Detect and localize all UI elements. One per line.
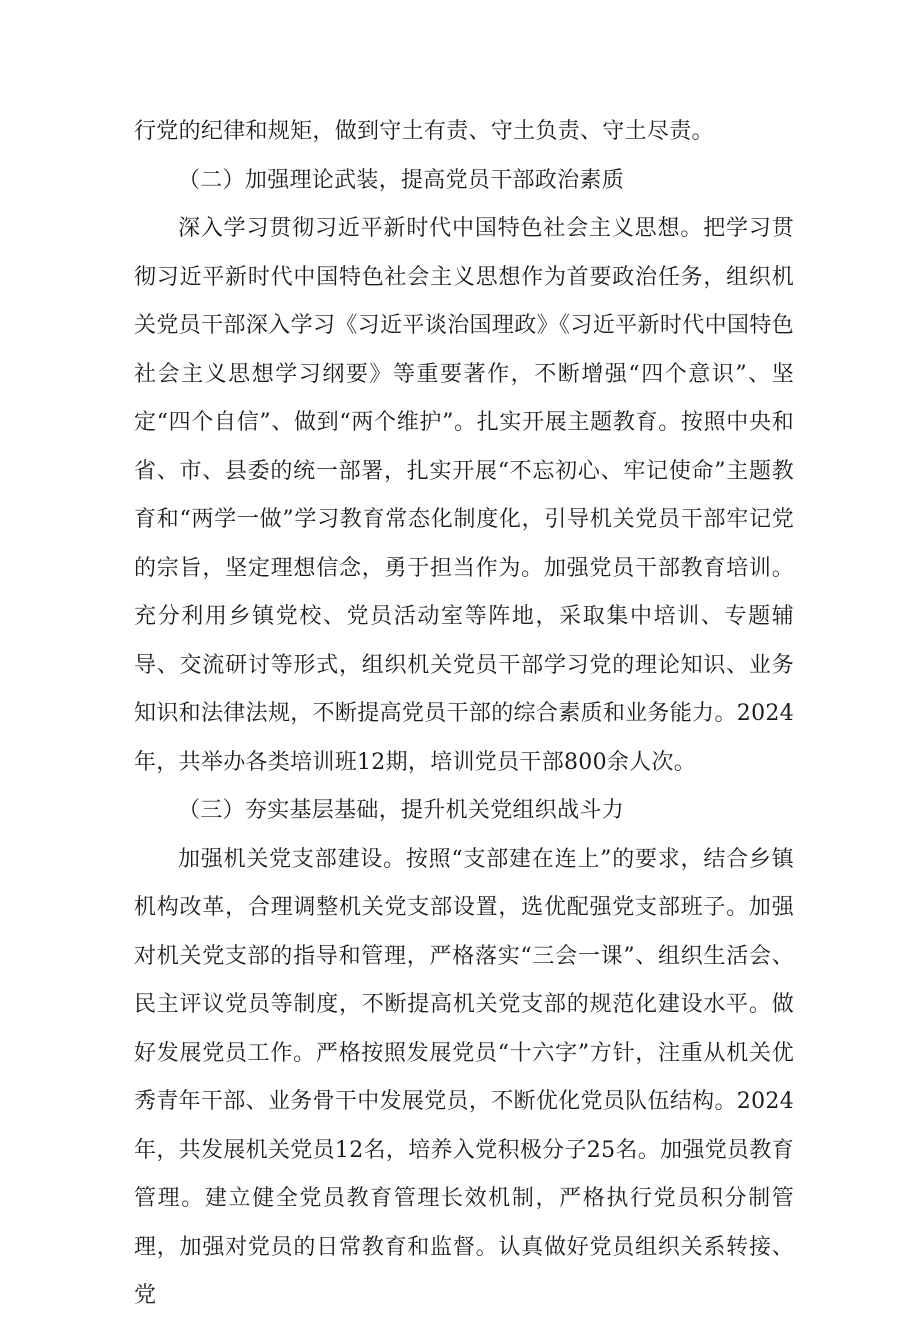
paragraph-theory-study: 深入学习贯彻习近平新时代中国特色社会主义思想。把学习贯彻习近平新时代中国特色社会主义思想作为首要政治任务，组织机关党员干部深入学习《习近平谈治国理政》《习近平新时代中国特色社会主义思想学习纲要》等重要著作，不断增强“四个意识”、坚定“四个自信”、做到“两个维护”。扎实开展主题教育。按照中央和省、市、县委的统一部署，扎实开展“不忘初心、牢记使命”主题教育和“两学一做”学习教育常态化制度化，引导机关党员干部牢记党的宗旨，坚定理想信念，勇于担当作为。加强党员干部教育培训。充分利用乡镇党校、党员活动室等阵地，采取集中培训、专题辅导、交流研讨等形式，组织机关党员干部学习党的理论知识、业务知识和法律法规，不断提高党员干部的综合素质和业务能力。2024年，共举办各类培训班12期，培训党员干部800余人次。 — [134, 216, 794, 775]
section-heading-3: （三）夯实基层基础，提升机关党组织战斗力 — [178, 798, 625, 823]
document-body — [134, 108, 794, 1321]
paragraph-grassroots: 加强机关党支部建设。按照“支部建在连上”的要求，结合乡镇机构改革，合理调整机关党支部设置，选优配强党支部班子。加强对机关党支部的指导和管理，严格落实“三会一课”、组织生活会、民主评议党员等制度，不断提高机关党支部的规范化建设水平。做好发展党员工作。严格按照发展党员“十六字”方针，注重从机关优秀青年干部、业务骨干中发展党员，不断优化党员队伍结构。2024年，共发展机关党员12名，培养入党积极分子25名。加强党员教育管理。建立健全党员教育管理长效机制，严格执行党员积分制管理，加强对党员的日常教育和监督。认真做好党员组织关系转接、党 — [134, 846, 794, 1308]
paragraph-continuation: 行党的纪律和规矩，做到守土有责、守土负责、守土尽责。 — [134, 119, 714, 144]
section-heading-2: （二）加强理论武装，提高党员干部政治素质 — [178, 167, 625, 193]
